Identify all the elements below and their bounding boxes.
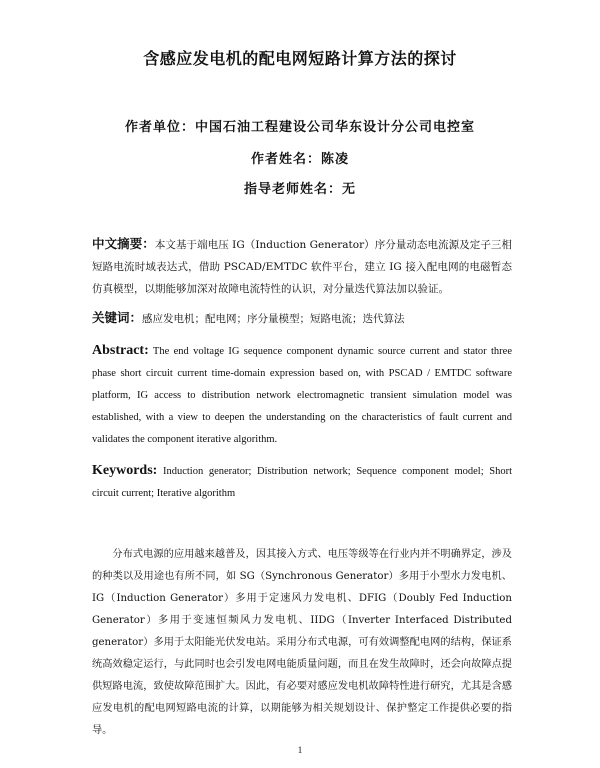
abstract-cn-label: 中文摘要：: [92, 236, 155, 251]
keywords-en-label: Keywords:: [92, 463, 158, 478]
advisor-value: 无: [342, 182, 357, 197]
author-unit-label: 作者单位：: [124, 120, 195, 135]
keywords-cn-text: 感应发电机；配电网；序分量模型；短路电流；迭代算法: [142, 313, 405, 325]
keywords-en-text: Induction generator; Distribution network; Sequence component model; Short circuit current; Iterative algorithm: [92, 466, 512, 499]
author-name-value: 陈凌: [321, 152, 350, 167]
author-unit-line: [40, 116, 560, 135]
abstract-en-text: The end voltage IG sequence component dynamic source current and stator three phase short circuit current time-domain expression based on, with PSCAD / EMTDC software platform, IG access to distribution network electromagnetic transient simulation model was established, with a view to deepen the understanding on the characteristics of fault current and validates the component iterative algorithm.: [92, 346, 512, 445]
keywords-cn-label: 关键词：: [92, 310, 143, 325]
abstract-en: [92, 340, 512, 451]
body-paragraph: 分布式电源的应用越来越普及，因其接入方式、电压等级等在行业内并不明确界定，涉及的种类以及用途也有所不同，如 SG（Synchronous Generator）多用于小型水力发电机、IG（Induction Generator）多用于定速风力发电机、DFIG（Doubly Fed Induction Generator）多用于变速恒频风力发电机、IIDG（Inverter Interfaced Distributed generator）多用于太阳能光伏发电站。采用分布式电源，可有效调整配电网的结构，保证系统高效稳定运行，与此同时也会引发电网电能质量问题，而且在发生故障时，还会向故障点提供短路电流，致使故障范围扩大。因此，有必要对感应发电机故障特性进行研究，尤其是含感应发电机的配电网短路电流的计算，以期能够为相关规划设计、保护整定工作提供必要的指导。: [92, 549, 512, 736]
abstract-cn-text: 本文基于端电压 IG（Induction Generator）序分量动态电流源及定子三相短路电流时域表达式，借助 PSCAD/EMTDC 软件平台，建立 IG 接入配电网的电磁暂态仿真模型，以期能够加深对故障电流特性的认识，对分量迭代算法加以验证。: [92, 239, 512, 295]
page-number: 1: [297, 745, 303, 755]
advisor-label: 指导老师姓名：: [243, 182, 342, 197]
author-name-label: 作者姓名：: [250, 152, 321, 167]
author-name-line: [40, 148, 560, 167]
paper-title: 含感应发电机的配电网短路计算方法的探讨: [143, 49, 457, 68]
advisor-line: [40, 178, 560, 197]
keywords-cn: [92, 307, 512, 330]
author-unit-value: 中国石油工程建设公司华东设计分公司电控室: [195, 120, 476, 135]
keywords-en: [92, 460, 512, 505]
abstract-en-label: Abstract:: [92, 343, 149, 358]
abstract-cn: [92, 233, 512, 300]
